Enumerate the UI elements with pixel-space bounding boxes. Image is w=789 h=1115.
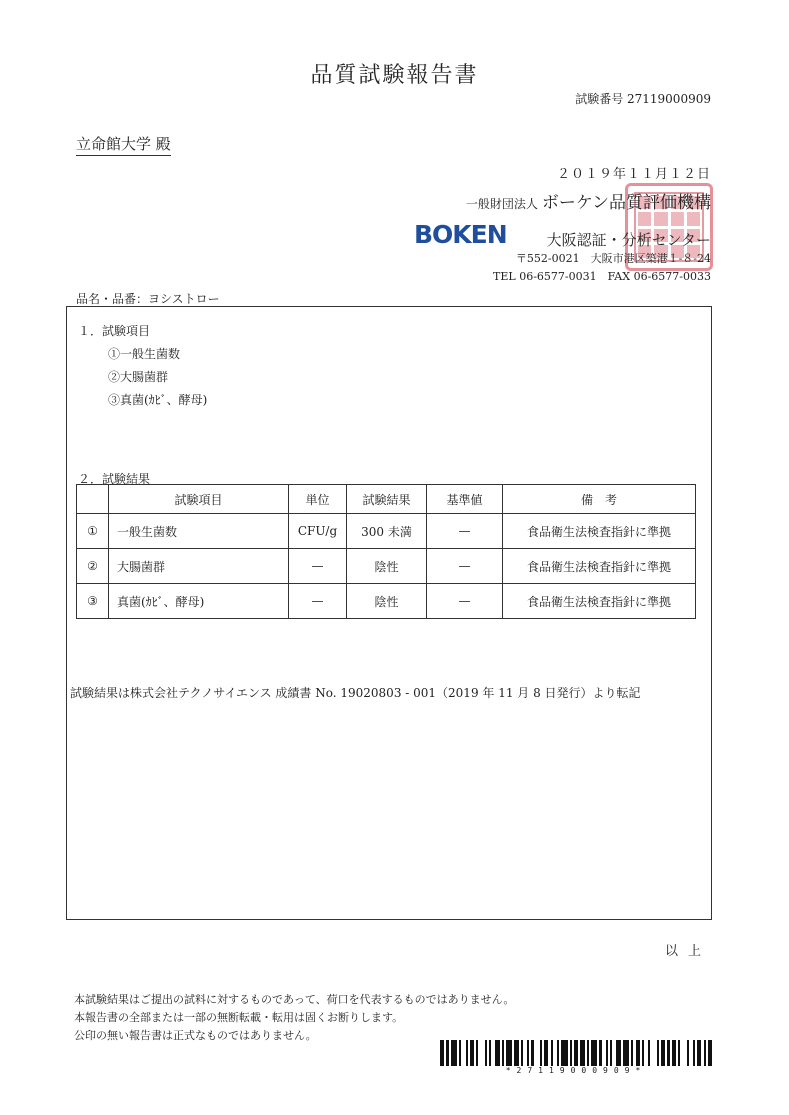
table-cell: 300 未満 xyxy=(347,514,427,549)
table-cell: — xyxy=(427,514,503,549)
disclaimer-line: 公印の無い報告書は正式なものではありません。 xyxy=(74,1029,317,1042)
table-cell: 陰性 xyxy=(347,584,427,619)
column-header: 試験結果 xyxy=(347,485,427,514)
section2-heading: ２．試験結果 xyxy=(78,472,151,486)
table-row xyxy=(77,584,696,619)
table-cell: — xyxy=(289,584,347,619)
test-number: 試験番号 27119000909 xyxy=(575,92,711,106)
table-cell: — xyxy=(289,549,347,584)
column-header: 備 考 xyxy=(503,485,696,514)
issue-date: ２０１９年１１月１２日 xyxy=(556,167,711,182)
document-title: 品質試験報告書 xyxy=(310,63,479,88)
test-item: ③真菌(ｶﾋﾞ、酵母) xyxy=(108,393,208,407)
transcription-note: 試験結果は株式会社テクノサイエンス 成績書 No. 19020803 - 001（2019 年 11 月 8 日発行）より転記 xyxy=(70,686,641,700)
table-cell: — xyxy=(427,549,503,584)
table-cell: 食品衛生法検査指針に準拠 xyxy=(503,549,696,584)
column-header: 試験項目 xyxy=(109,485,289,514)
table-cell: CFU/g xyxy=(289,514,347,549)
center-name: 大阪認証・分析センター xyxy=(546,231,711,249)
table-cell: 食品衛生法検査指針に準拠 xyxy=(503,584,696,619)
barcode xyxy=(440,1040,712,1066)
column-header xyxy=(77,485,109,514)
disclaimer-line: 本報告書の全部または一部の無断転載・転用は固くお断りします。 xyxy=(74,1011,404,1024)
table-cell: ③ xyxy=(77,584,109,619)
recipient: 立命館大学 殿 xyxy=(76,133,171,156)
product-name: 品名・品番：ヨシストロー xyxy=(76,292,220,306)
test-item: ②大腸菌群 xyxy=(108,370,169,384)
table-cell: 真菌(ｶﾋﾞ、酵母) xyxy=(109,584,289,619)
test-item: ①一般生菌数 xyxy=(108,347,181,361)
table-cell: 一般生菌数 xyxy=(109,514,289,549)
end-mark: 以上 xyxy=(664,944,711,959)
table-cell: ① xyxy=(77,514,109,549)
issuer-type: 一般財団法人 xyxy=(465,197,538,211)
disclaimer-line: 本試験結果はご提出の試料に対するものであって、荷口を代表するものではありません。 xyxy=(74,993,515,1006)
table-cell: 食品衛生法検査指針に準拠 xyxy=(503,514,696,549)
table-cell: 大腸菌群 xyxy=(109,549,289,584)
table-cell: ② xyxy=(77,549,109,584)
address: 〒552-0021 大阪市港区築港１-８-24 xyxy=(515,252,711,265)
issuer xyxy=(466,188,711,213)
issuer-name: ボーケン品質評価機構 xyxy=(541,193,711,213)
table-cell: 陰性 xyxy=(347,549,427,584)
column-header: 基準値 xyxy=(427,485,503,514)
results-table xyxy=(76,484,696,619)
table-row xyxy=(77,514,696,549)
table-cell: — xyxy=(427,584,503,619)
barcode-text: *27119000909* xyxy=(505,1066,647,1075)
table-header-row xyxy=(77,485,696,514)
column-header: 単位 xyxy=(289,485,347,514)
boken-logo: BOKEN xyxy=(414,220,507,249)
phone-fax: TEL 06-6577-0031 FAX 06-6577-0033 xyxy=(493,270,711,283)
section1-heading: １．試験項目 xyxy=(78,324,151,338)
table-row xyxy=(77,549,696,584)
